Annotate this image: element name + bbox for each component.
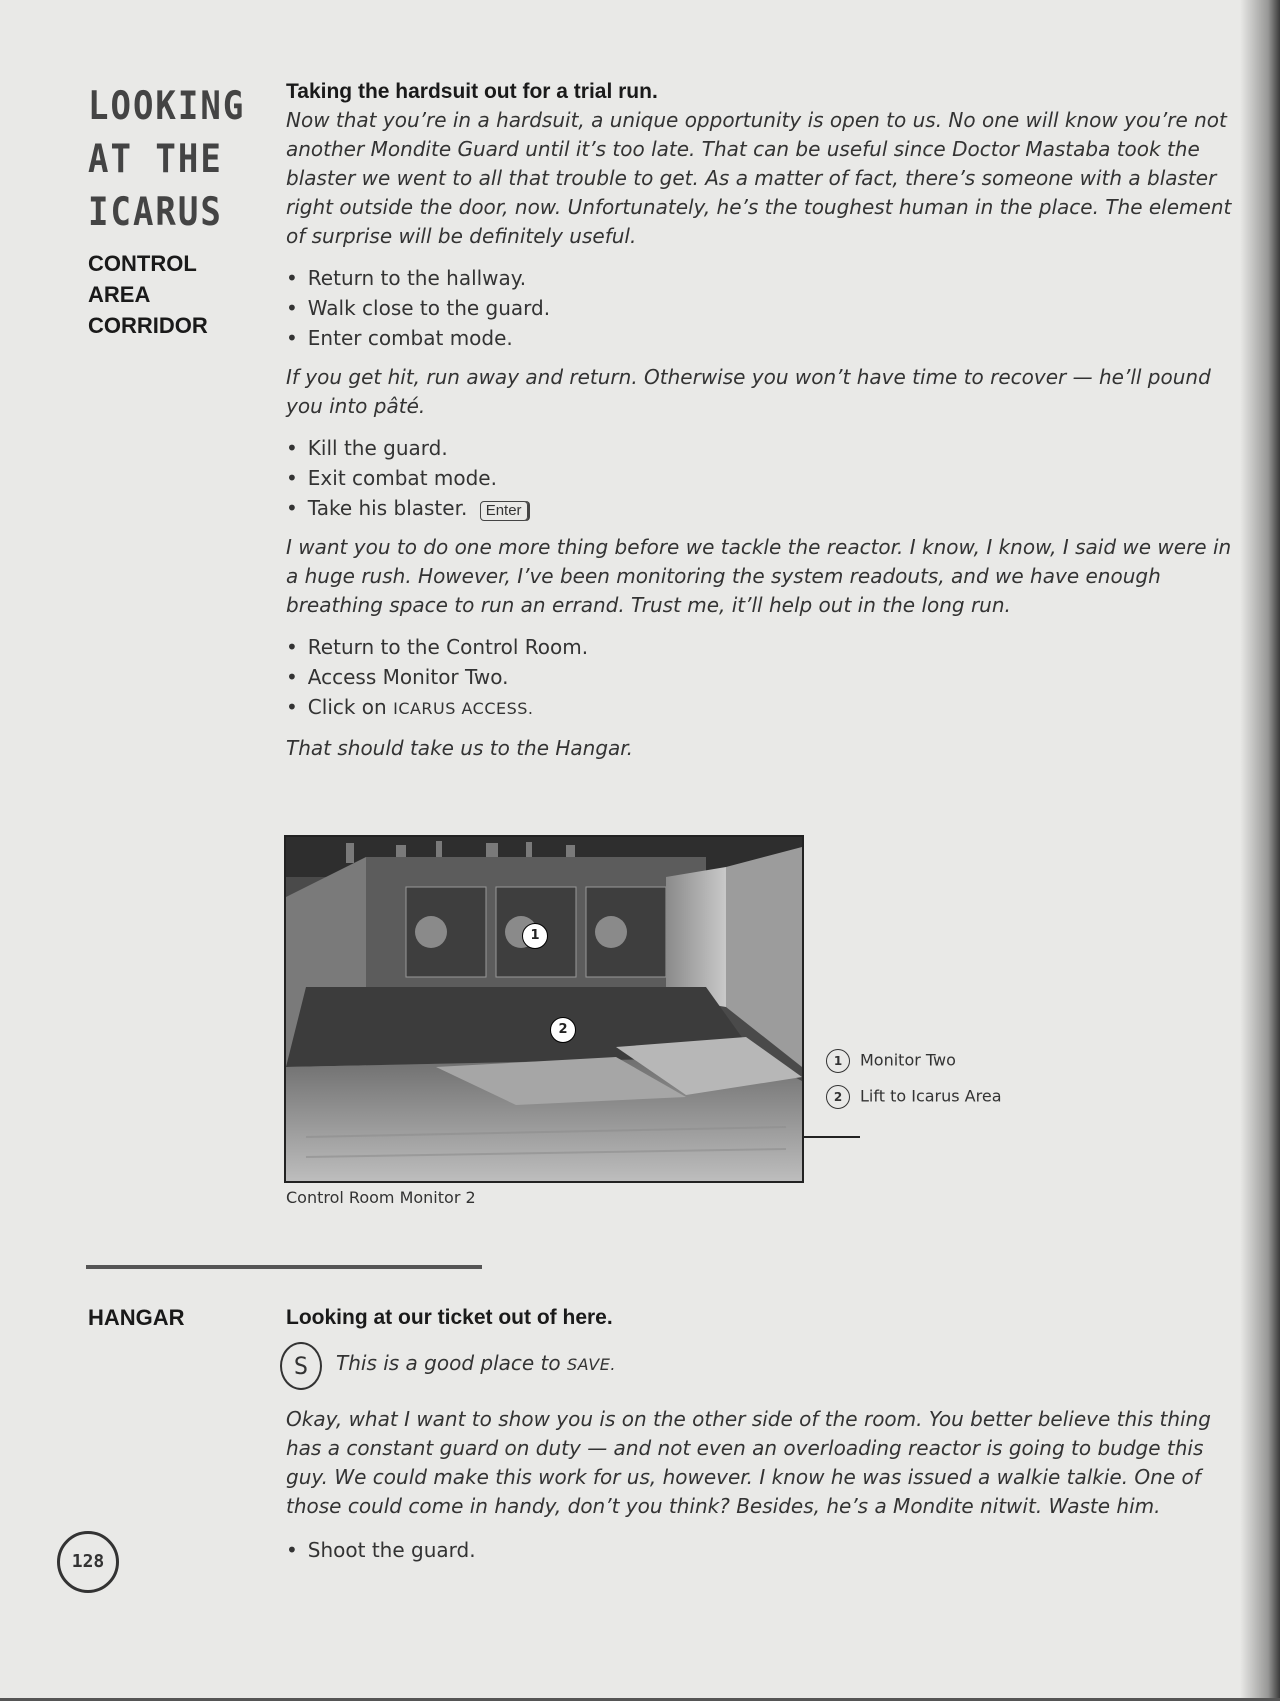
chapter-title-line: ICARUS: [88, 189, 223, 236]
control-room-screenshot: [284, 835, 804, 1183]
page-binding-shadow: [1240, 0, 1280, 1701]
list-item: • Return to the Control Room.: [286, 632, 1236, 662]
chapter-title-line: LOOKING: [88, 83, 246, 130]
figure-caption: Control Room Monitor 2: [286, 1188, 476, 1207]
chapter-title-line: AT THE: [88, 136, 223, 183]
paragraph: That should take us to the Hangar.: [286, 736, 634, 760]
section-label-control-area: [88, 248, 258, 341]
save-note-text: This is a good place to: [336, 1351, 561, 1375]
paragraph: I want you to do one more thing before we tackle the reactor. I know, I know, I said we were in a huge rush. However, I’ve been monitoring the system readouts, and we have enough breathing space to run an errand. Trust me, it’ll help out in the long run.: [286, 535, 1232, 617]
callout-text: Lift to Icarus Area: [860, 1086, 1002, 1106]
list-item: • Enter combat mode.: [286, 323, 1236, 353]
section-label-hangar: HANGAR: [88, 1305, 185, 1330]
list-item: • Shoot the guard.: [286, 1535, 1236, 1565]
paragraph: If you get hit, run away and return. Otherwise you won’t have time to recover — he’ll pound you into pâté.: [286, 365, 1211, 418]
list-item: [286, 493, 1236, 523]
icarus-access-label: ICARUS ACCESS.: [393, 699, 534, 718]
list-item: • Exit combat mode.: [286, 463, 1236, 493]
list-item: • Return to the hallway.: [286, 263, 1236, 293]
section-hangar: [286, 1306, 1236, 1330]
section-label-line: AREA: [88, 282, 151, 307]
list-item: • Kill the guard.: [286, 433, 1236, 463]
page-number: 128: [57, 1531, 119, 1593]
section-heading: Taking the hardsuit out for a trial run.: [286, 80, 658, 103]
list-item: [286, 692, 1236, 724]
marker-1: 1: [522, 923, 548, 949]
section-heading: Looking at our ticket out of here.: [286, 1306, 613, 1329]
section-divider: [86, 1265, 482, 1269]
section-label-line: CORRIDOR: [88, 313, 208, 338]
enter-key-icon: Enter: [480, 501, 528, 521]
save-icon: S: [280, 1342, 322, 1390]
callout-leader-line: [802, 1136, 860, 1138]
marker-2: 2: [550, 1017, 576, 1043]
bullet-list: [286, 632, 1236, 724]
list-item: • Walk close to the guard.: [286, 293, 1236, 323]
bullet-list: [286, 263, 1236, 353]
chapter-title: [88, 80, 268, 239]
hangar-body: [286, 1405, 1236, 1565]
callout-text: Monitor Two: [860, 1050, 956, 1070]
bullet-list: [286, 433, 1236, 523]
section-label-line: CONTROL: [88, 251, 197, 276]
bullet-list: [286, 1535, 1236, 1565]
save-label: SAVE.: [567, 1355, 616, 1374]
callout-1: [826, 1049, 956, 1073]
callout-2: [826, 1085, 1002, 1109]
screenshot-illustration: [286, 837, 802, 1181]
callout-number: 1: [826, 1049, 850, 1073]
paragraph: Okay, what I want to show you is on the other side of the room. You better believe this thing has a constant guard on duty — and not even an overloading reactor is going to budge this guy. We could make this work for us, however. I know he was issued a walkie talkie. One of those could come in handy, don’t you think? Besides, he’s a Mondite nitwit. Waste him.: [286, 1407, 1211, 1518]
list-item-text: Click on: [307, 695, 387, 719]
list-item: • Access Monitor Two.: [286, 662, 1236, 692]
save-note: [336, 1351, 616, 1375]
list-item-text: Take his blaster.: [307, 496, 468, 520]
callout-number: 2: [826, 1085, 850, 1109]
paragraph: Now that you’re in a hardsuit, a unique opportunity is open to us. No one will know you’re not another Mondite Guard until it’s too late. That can be useful since Doctor Mastaba took the blaster we went to all that trouble to get. As a matter of fact, there’s someone with a blaster right outside the door, now. Unfortunately, he’s the toughest human in the place. The element of surprise will be definitely useful.: [286, 108, 1232, 248]
section-control-area: [286, 80, 1236, 763]
